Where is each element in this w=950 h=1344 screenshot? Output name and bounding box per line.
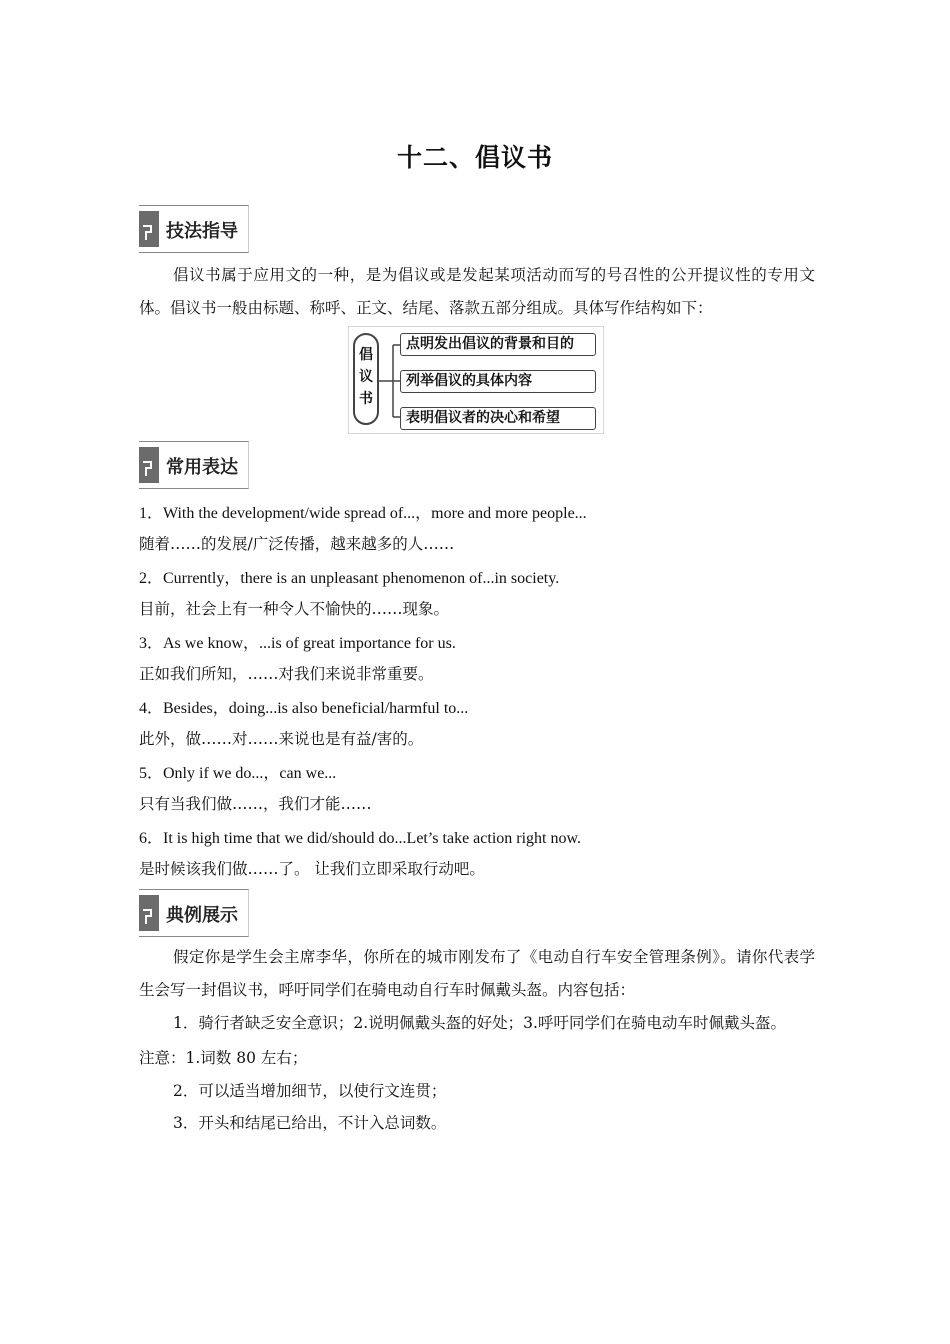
expression-en: 1．With the development/wide spread of...，more and more people... [139,505,587,522]
expression-zh: 目前，社会上有一种令人不愉快的……现象。 [139,600,450,618]
structure-diagram [348,326,604,434]
section-header-expressions [139,441,249,489]
expression-zh: 随着……的发展/广泛传播，越来越多的人…… [139,535,455,553]
section-heading: 技法指导 [166,221,238,242]
expression-en: 5．Only if we do...，can we... [139,765,337,782]
section-header-skills [139,205,249,253]
diagram-item: 表明倡议者的决心和希望 [400,407,596,430]
example-content: 1．骑行者缺乏安全意识；2.说明佩戴头盔的好处；3.呼吁同学们在骑电动车时佩戴头盔。 [173,1014,786,1032]
example-note: 2．可以适当增加细节，以使行文连贯； [173,1082,447,1100]
section-heading: 典例展示 [166,905,238,926]
page-title: 十二、倡议书 [396,143,553,172]
example-note: 3．开头和结尾已给出，不计入总词数。 [173,1114,447,1132]
diagram-center-node [353,333,379,425]
expression-zh: 只有当我们做……，我们才能…… [139,795,372,813]
example-note: 注意：1.词数 80 左右； [139,1049,308,1067]
diagram-item: 点明发出倡议的背景和目的 [400,333,596,356]
expression-zh: 是时候该我们做……了。 让我们立即采取行动吧。 [139,860,485,878]
diagram-item: 列举倡议的具体内容 [400,370,596,393]
section-header-example [139,889,249,937]
expression-en: 4．Besides，doing...is also beneficial/harmful to... [139,700,469,717]
section-marker-icon [139,895,159,931]
expression-zh: 正如我们所知，……对我们来说非常重要。 [139,665,434,683]
expression-en: 3．As we know，...is of great importance for us. [139,635,456,652]
section-marker-icon [139,447,159,483]
expression-en: 6．It is high time that we did/should do...Let’s take action right now. [139,830,582,847]
diagram-center-char: 书 [359,391,373,407]
section-heading: 常用表达 [166,457,238,478]
example-prompt: 假定你是学生会主席李华，你所在的城市刚发布了《电动自行车安全管理条例》。请你代表学生会写一封倡议书，呼吁同学们在骑电动自行车时佩戴头盔。内容包括： [139,948,815,999]
intro-paragraph: 倡议书属于应用文的一种，是为倡议或是发起某项活动而写的号召性的公开提议性的专用文体。倡议书一般由标题、称呼、正文、结尾、落款五部分组成。具体写作结构如下： [139,266,815,317]
expression-zh: 此外，做……对……来说也是有益/害的。 [139,730,424,748]
section-marker-icon [139,211,159,247]
expression-en: 2．Currently，there is an unpleasant phenomenon of...in society. [139,570,560,587]
diagram-center-char: 议 [359,369,373,385]
diagram-center-char: 倡 [359,347,373,363]
